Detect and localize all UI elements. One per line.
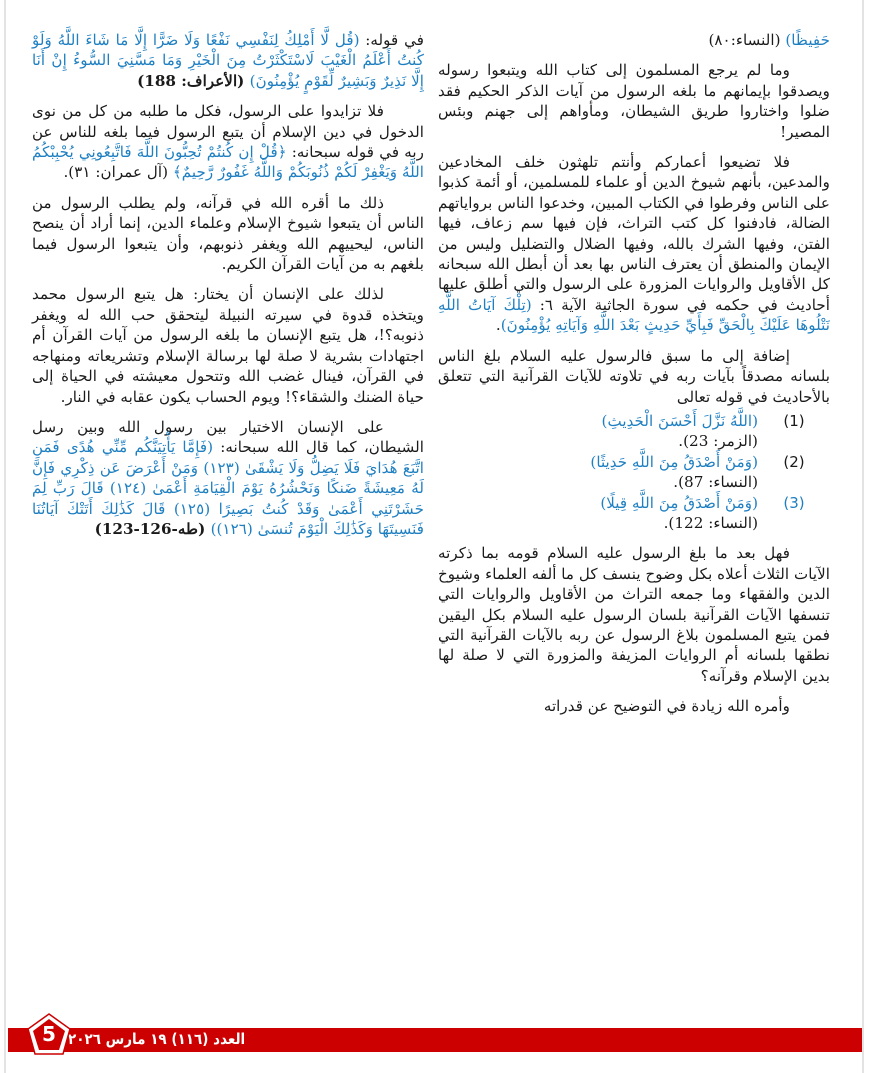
paragraph-text: فلا تزايدوا على الرسول، فكل ما طلبه من كل من نوى الدخول في دين الإسلام أن يتبع الرسول فيما بلغه للناس عن ربه في قوله سبحانه: <box>32 102 424 162</box>
quran-quote: (اللَّهُ نَزَّلَ أَحْسَنَ الْحَدِيثِ) <box>601 411 758 430</box>
paragraph-end: . <box>495 316 501 335</box>
paragraph: فهل بعد ما بلغ الرسول عليه السلام قومه بما ذكرته الآيات الثلاث أعلاه بكل وضوح ينسف كل ما ألفه العلماء وشيوخ الدين والفقهاء وما جمعه التراث من الأقاويل والروايات التي تنسفها الآيات القرآنية بلسان الرسول عليه السلام بكل اليقين فمن يتبع المسلمون بلاغ الرسول عن ربه بالآيات القرآنية التي نطقها بلسانه أم الروايات المزيفة والمزورة التي لا صلة لها بدين الإسلام وقرآنه؟ <box>438 544 830 685</box>
surah-reference: (النساء: 87). <box>673 473 758 492</box>
paragraph-text: فلا تضيعوا أعماركم وأنتم تلهثون خلف المخادعين والمدعين، بأنهم شيوخ الدين أو علماء للمسلمين، أو أئمة كذبوا على الناس وفرطوا في الكتاب المبين، وخدعوا الناس برواياتهم الضالة، فادفنوا كل كتب التراث، فإن فيها سم زعاف، فيها الفتن، وفيها الشرك بالله، وفيها الضلال والتضليل وليس من الإيمان والمنطق أن يعترف الناس بها بعد أن أبطل الله سبحانه كل الأقاويل والروايات المزورة على الرسول والتي أطلق عليها أحاديث في حكمه في سورة الجاثية الآية ٦: <box>438 153 830 314</box>
paragraph-text: في قوله: <box>359 31 424 49</box>
footer-band <box>8 1028 862 1052</box>
surah-reference: (الزمر: 23). <box>678 432 758 451</box>
paragraph-text: على الإنسان الاختيار بين رسول الله وبين رسل الشيطان، كما قال الله سبحانه: <box>32 417 424 457</box>
quran-quote: (قُل لَّا أَمْلِكُ لِنَفْسِي نَفْعًا وَلَا ضَرًّا إِلَّا مَا شَاءَ اللَّهُ وَلَوْ كُنتُ أَعْلَمُ الْغَيْبَ لَاسْتَكْثَرْتُ مِنَ الْخَيْرِ وَمَا مَسَّنِيَ السُّوءُ إِنْ أَنَا إِلَّا نَذِيرٌ وَبَشِيرٌ لِّقَوْمٍ يُؤْمِنُونَ) <box>32 31 424 90</box>
quran-quote: (وَمَنْ أَصْدَقُ مِنَ اللَّهِ حَدِيثًا) <box>590 452 758 471</box>
verse-number: (1) <box>783 411 805 430</box>
verse-number: (3) <box>783 493 805 512</box>
verse-item <box>438 452 830 493</box>
issue-date: العدد (١١٦) ١٩ مارس ٢٠٢٦ <box>68 1030 246 1048</box>
paragraph <box>32 417 424 539</box>
page-number: 5 <box>42 1022 56 1046</box>
surah-reference: (النساء: 122). <box>663 513 758 532</box>
paragraph: وما لم يرجع المسلمون إلى كتاب الله ويتبعوا رسوله ويصدقوا بإيمانهم ما بلغه الرسول من آيات الذكر الحكيم فقد ضلوا واختاروا طريق الشيطان، ومأواهم إلى جهنم وبئس المصير! <box>438 61 830 141</box>
quran-quote: ﴿قُلْ إِن كُنتُمْ تُحِبُّونَ اللَّهَ فَاتَّبِعُونِي يُحْبِبْكُمُ اللَّهُ وَيَغْفِرْ لَكُمْ ذُنُوبَكُمْ وَاللَّهُ غَفُورٌ رَّحِيمٌ﴾ <box>32 143 424 182</box>
page-number-badge <box>26 1012 72 1056</box>
verse-number: (2) <box>783 452 805 471</box>
quran-quote: (فَإِمَّا يَأْتِيَنَّكُم مِّنِّي هُدًى فَمَنِ اتَّبَعَ هُدَايَ فَلَا يَضِلُّ وَلَا يَشْقَىٰ (١٢٣) وَمَنْ أَعْرَضَ عَن ذِكْرِي فَإِنَّ لَهُ مَعِيشَةً ضَنكًا وَنَحْشُرُهُ يَوْمَ الْقِيَامَةِ أَعْمَىٰ (١٢٤) قَالَ رَبِّ لِمَ حَشَرْتَنِي أَعْمَىٰ وَقَدْ كُنتُ بَصِيرًا (١٢٥) قَالَ كَذَٰلِكَ أَتَتْكَ آيَاتُنَا فَنَسِيتَهَا وَكَذَٰلِكَ الْيَوْمَ تُنسَىٰ (١٢٦)) <box>32 438 425 538</box>
opening-line <box>438 30 830 50</box>
surah-reference: (الأعراف: 188) <box>137 71 250 90</box>
quran-quote: (وَمَنْ أَصْدَقُ مِنَ اللَّهِ قِيلًا) <box>600 493 758 512</box>
paragraph <box>32 101 424 183</box>
quran-quote: (تِلْكَ آيَاتُ اللَّهِ نَتْلُوهَا عَلَيْكَ بِالْحَقِّ فَبِأَيِّ حَدِيثٍ بَعْدَ اللَّهِ وَآيَاتِهِ يُؤْمِنُونَ) <box>438 295 830 335</box>
paragraph: إضافة إلى ما سبق فالرسول عليه السلام بلغ الناس بلسانه مصدقاً بآيات ربه في تلاوته للآيات القرآنية التي تتعلق بالأحاديث في قوله تعالى <box>438 346 830 406</box>
paragraph <box>32 30 424 91</box>
paragraph: ذلك ما أقره الله في قرآنه، ولم يطلب الرسول من الناس أن يتبعوا شيوخ الإسلام وعلماء الدين، إنما أراد أن ينصح الناس، ليحييهم الله ويغفر ذنوبهم، وأن يتبعوا الرسول فيما بلغهم به من آيات القرآن الكريم. <box>32 193 424 274</box>
paragraph <box>438 152 830 336</box>
surah-reference: (النساء:٨٠) <box>708 31 786 49</box>
surah-reference: (آل عمران: ٣١). <box>63 163 173 182</box>
paragraph: لذلك على الإنسان أن يختار: هل يتبع الرسول محمد ويتخذه قدوة في سيرته النبيلة ليتحقق حب الله له ويغفر ذنوبه؟!، هل يتبع الإنسان ما بلغه الرسول من آيات القرآن أم اجتهادات بشرية لا صلة لها برسالة الإسلام وتشريعاته ومنهاجه في القرآن، فينال غضب الله وتتحول معيشته في الحياة إلى حياة الضنك والشقاء؟! ويوم الحساب يكون عقابه في النار. <box>32 285 424 406</box>
paragraph: وأمره الله زيادة في التوضيح عن قدراته <box>543 697 790 716</box>
article-column-right <box>438 30 830 727</box>
verse-list <box>438 411 830 533</box>
surah-reference: (طه-126-123) <box>94 519 211 538</box>
article-column-left <box>32 30 424 549</box>
verse-item <box>438 493 830 534</box>
verse-item <box>438 411 830 452</box>
quran-quote: حَفِيظًا) <box>785 31 830 49</box>
